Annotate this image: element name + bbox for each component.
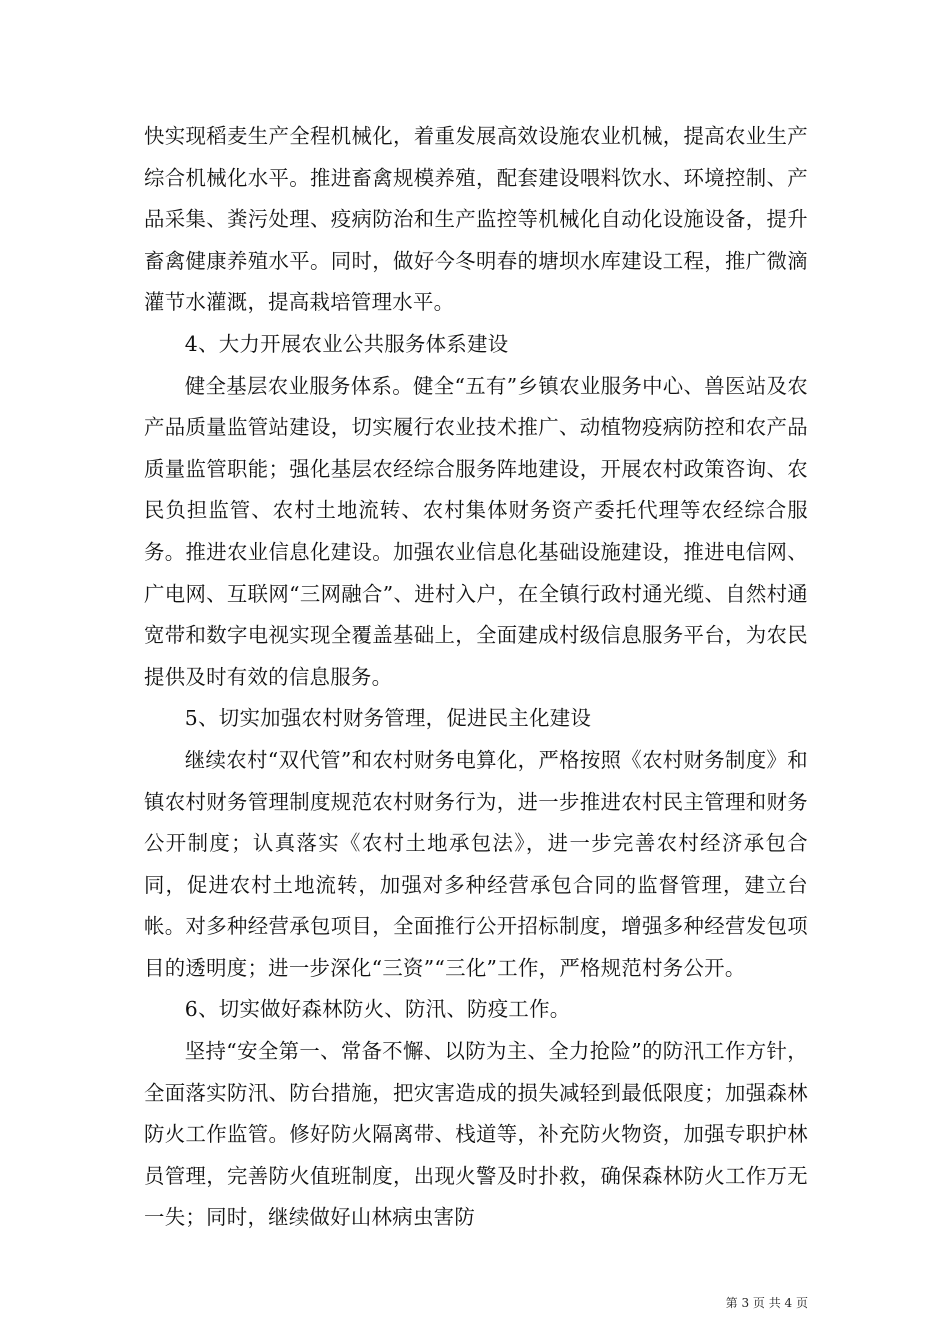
section-heading-5: 5、切实加强农村财务管理，促进民主化建设 bbox=[184, 706, 592, 731]
paragraph-section-5: 继续农村“双代管”和农村财务电算化，严格按照《农村财务制度》和镇农村财务管理制度规范农村财务行为，进一步推进农村民主管理和财务公开制度；认真落实《农村土地承包法》，进一步完善农村经济承包合同，促进农村土地流转，加强对多种经营承包合同的监督管理，建立台帐。对多种经营承包项目，全面推行公开招标制度，增强多种经营发包项目的透明度；进一步深化“三资”“三化”工作，严格规范村务公开。 bbox=[144, 747, 808, 980]
section-heading-6: 6、切实做好森林防火、防汛、防疫工作。 bbox=[184, 997, 571, 1022]
paragraph-section-4: 健全基层农业服务体系。健全“五有”乡镇农业服务中心、兽医站及农产品质量监管站建设，切实履行农业技术推广、动植物疫病防控和农产品质量监管职能；强化基层农经综合服务阵地建设，开展农村政策咨询、农民负担监管、农村土地流转、农村集体财务资产委托代理等农经综合服务。推进农业信息化建设。加强农业信息化基础设施建设，推进电信网、广电网、互联网“三网融合”、进村入户，在全镇行政村通光缆、自然村通宽带和数字电视实现全覆盖基础上，全面建成村级信息服务平台，为农民提供及时有效的信息服务。 bbox=[144, 373, 808, 689]
document-body bbox=[144, 116, 808, 1239]
paragraph-continuation: 快实现稻麦生产全程机械化，着重发展高效设施农业机械，提高农业生产综合机械化水平。推进畜禽规模养殖，配套建设喂料饮水、环境控制、产品采集、粪污处理、疫病防治和生产监控等机械化自动化设施设备，提升畜禽健康养殖水平。同时，做好今冬明春的塘坝水库建设工程，推广微滴灌节水灌溉，提高栽培管理水平。 bbox=[144, 124, 808, 315]
page-number-footer: 第 3 页 共 4 页 bbox=[725, 1296, 808, 1310]
section-heading-4: 4、大力开展农业公共服务体系建设 bbox=[184, 331, 509, 356]
paragraph-section-6: 坚持“安全第一、常备不懈、以防为主、全力抢险”的防汛工作方针，全面落实防汛、防台措施，把灾害造成的损失减轻到最低限度；加强森林防火工作监管。修好防火隔离带、栈道等，补充防火物资，加强专职护林员管理，完善防火值班制度，出现火警及时扑救，确保森林防火工作万无一失；同时，继续做好山林病虫害防 bbox=[144, 1039, 808, 1230]
